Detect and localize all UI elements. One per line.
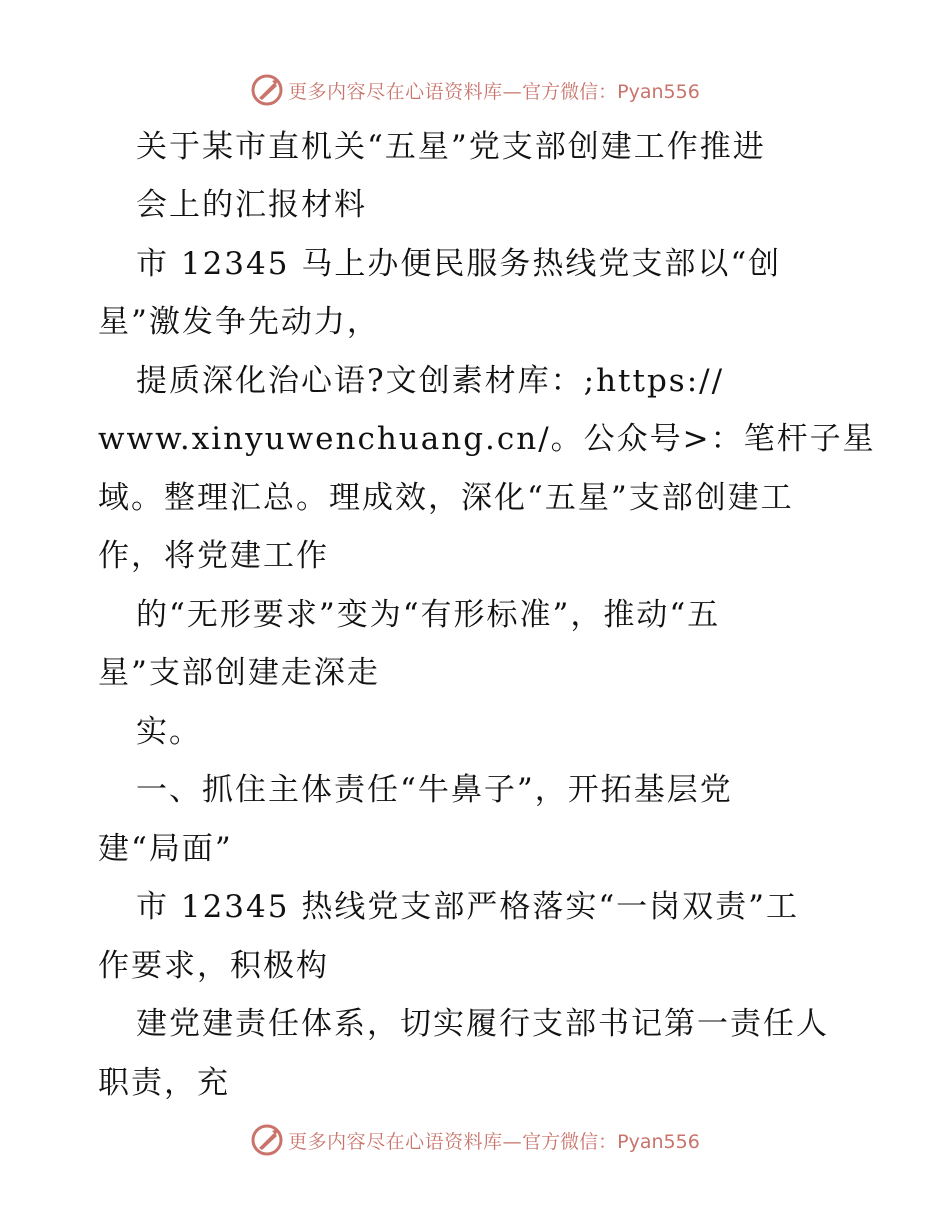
body-line: 作，将党建工作 [98, 538, 329, 574]
body-line: 提质深化治心语?文创素材库：;https:// [136, 363, 725, 399]
quill-circle-logo-icon [250, 1123, 284, 1157]
body-line: 职责，充 [98, 1065, 230, 1101]
body-line: 的“无形要求”变为“有形标准”，推动“五 [136, 597, 721, 633]
body-line: www.xinyuwenchuang.cn/。公众号>：笔杆子星 [98, 421, 876, 457]
body-line: 市 12345 马上办便民服务热线党支部以“创 [136, 246, 782, 282]
header-banner-text: 更多内容尽在心语资料库— [288, 80, 523, 103]
section-heading-line-1: 一、抓住主体责任“牛鼻子”，开拓基层党 [136, 772, 733, 808]
body-line: 实。 [136, 714, 202, 750]
body-line: 市 12345 热线党支部严格落实“一岗双责”工 [136, 889, 800, 925]
body-line: 域。整理汇总。理成效，深化“五星”支部创建工 [98, 480, 794, 516]
title-line-2: 会上的汇报材料 [136, 187, 367, 223]
footer-banner [0, 1120, 950, 1160]
section-heading-line-2: 建“局面” [98, 831, 233, 867]
header-banner [0, 70, 950, 110]
quill-circle-logo-icon [250, 73, 284, 107]
body-line: 星”支部创建走深走 [98, 655, 380, 691]
title-line-1: 关于某市直机关“五星”党支部创建工作推进 [136, 129, 766, 165]
header-banner-wechat: 官方微信：Pyan556 [522, 80, 700, 103]
footer-banner-text: 更多内容尽在心语资料库— [288, 1130, 523, 1153]
body-line: 建党建责任体系，切实履行支部书记第一责任人 [136, 1006, 829, 1042]
footer-banner-wechat: 官方微信：Pyan556 [522, 1130, 700, 1153]
body-line: 作要求，积极构 [98, 948, 329, 984]
body-line: 星”激发争先动力， [98, 304, 380, 340]
